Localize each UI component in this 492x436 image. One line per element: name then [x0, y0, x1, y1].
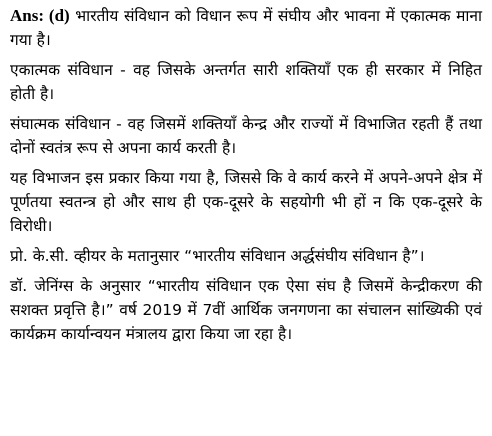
answer-paragraph: [10, 4, 482, 52]
answer-label: Ans: (d): [10, 6, 70, 25]
wheare-quote-paragraph: प्रो. के.सी. व्हीयर के मतानुसार “भारतीय संविधान अर्द्धसंघीय संविधान है”।: [10, 247, 425, 265]
answer-text: भारतीय संविधान को विधान रूप में संघीय और भावना में एकात्मक माना गया है।: [10, 7, 482, 49]
jennings-quote-paragraph: डॉ. जेनिंग्स के अनुसार “भारतीय संविधान एक ऐसा संघ है जिसमें केन्द्रीकरण की सशक्त प्रवृत्ति है।” वर्ष 2019 में 7वीं आर्थिक जनगणना का संचालन सांख्यिकी एवं कार्यक्रम कार्यान्वयन मंत्रालय द्वारा किया जा रहा है।: [10, 277, 482, 343]
federal-constitution-paragraph: संघात्मक संविधान - वह जिसमें शक्तियाँ केन्द्र और राज्यों में विभाजित रहती हैं तथा दोनों स्वतंत्र रूप से अपना कार्य करती है।: [10, 115, 482, 157]
division-of-powers-paragraph: यह विभाजन इस प्रकार किया गया है, जिससे कि वे कार्य करने में अपने-अपने क्षेत्र में पूर्णतया स्वतन्त्र हो और साथ ही एक-दूसरे के सहयोगी भी हों न कि एक-दूसरे के विरोधी।: [10, 169, 482, 235]
unitary-constitution-paragraph: एकात्मक संविधान - वह जिसके अन्तर्गत सारी शक्तियाँ एक ही सरकार में निहित होती है।: [10, 61, 482, 103]
